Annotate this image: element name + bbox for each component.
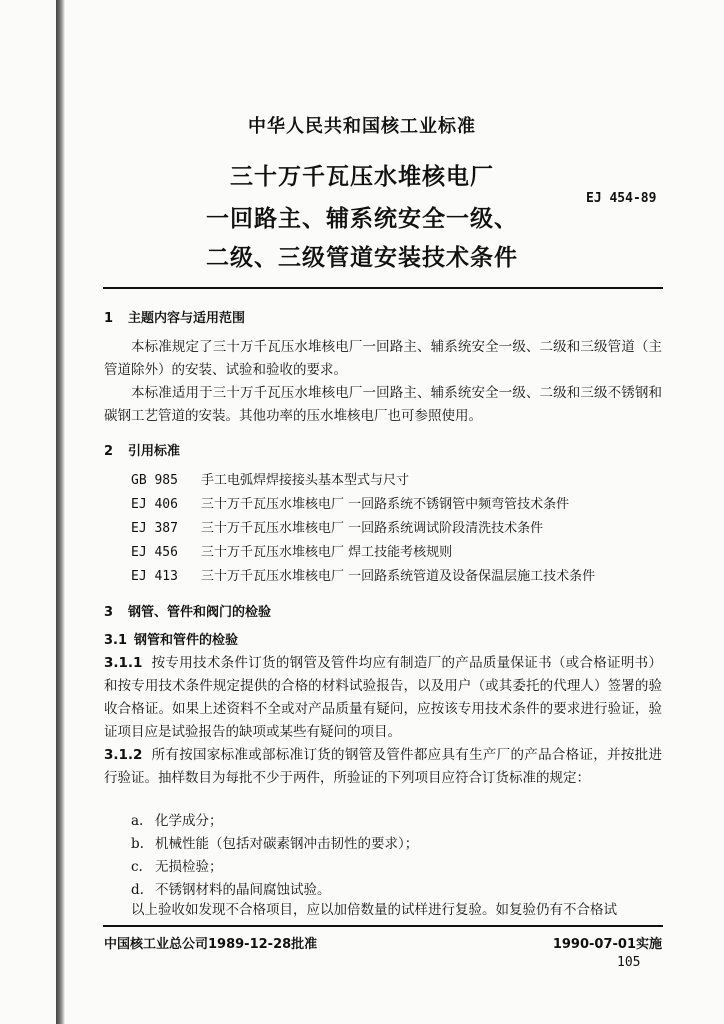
reference-title: 三十万千瓦压水堆核电厂 一回路系统管道及设备保温层施工技术条件 [201,569,596,584]
page-number: 105 [617,955,641,970]
section-3-heading [104,601,271,620]
list-marker: b. [131,836,144,852]
list-marker: a. [131,813,144,829]
list-text: 不锈钢材料的晶间腐蚀试验。 [155,882,331,898]
reference-row [131,517,543,536]
standard-code: EJ 454-89 [586,191,657,206]
doc-title-line-2: 一回路主、辅系统安全一级、 [206,206,518,232]
list-text: 化学成分； [155,813,223,829]
clause-3-1-2 [104,744,662,790]
reference-code: EJ 413 [131,569,178,584]
list-item [131,855,223,875]
section-2-title: 引用标准 [128,444,181,459]
section-2-heading [104,440,180,459]
effective-date: 1990-07-01实施 [552,937,662,952]
subsection-3-1-heading [104,629,238,648]
section-2-number: 2 [104,444,114,459]
doc-title-line-3: 二级、三级管道安装技术条件 [206,245,518,271]
section-3-number: 3 [104,605,114,620]
reference-code: GB 985 [131,473,178,488]
approval-date: 中国核工业总公司1989-12-28批准 [104,937,318,952]
clause-3-1-1-text: 按专用技术条件订货的钢管及管件均应有制造厂的产品质量保证书（或合格证明书）和按专用技术条件规定提供的合格的材料试验报告，以及用户（或其委托的代理人）签署的验收合格证。如果上述资料不全或对产品质量有疑问，应按该专用技术条件的要求进行验证，验证项目应是试验报告的缺项或某些有疑问的项目。 [104,655,662,740]
list-item [131,832,418,852]
list-item [131,809,223,829]
standard-org-title: 中华人民共和国核工业标准 [248,116,476,137]
clause-3-1-1 [104,652,662,744]
list-item [131,878,331,898]
subsection-3-1-title: 钢管和管件的检验 [134,633,239,648]
section-1-title: 主题内容与适用范围 [128,311,246,326]
subsection-3-1-number: 3.1 [104,633,128,648]
section-1-paragraph-1: 本标准规定了三十万千瓦压水堆核电厂一回路主、辅系统安全一级、二级和三级管道（主管道除外）的安装、试验和验收的要求。 [104,339,662,378]
list-text: 机械性能（包括对碳素钢冲击韧性的要求）； [155,836,419,852]
reference-code: EJ 387 [131,521,178,536]
list-marker: d. [131,882,144,898]
clause-3-1-1-number: 3.1.1 [104,655,143,671]
reference-code: EJ 456 [131,545,178,560]
reference-title: 三十万千瓦压水堆核电厂 焊工技能考核规则 [201,545,453,560]
footer-divider [103,925,663,927]
section-1-number: 1 [104,311,114,326]
clause-3-1-2-number: 3.1.2 [104,747,143,763]
list-text: 无损检验； [155,859,223,875]
reference-row [131,469,409,488]
section-1-heading [104,307,245,326]
reference-title: 手工电弧焊焊接接头基本型式与尺寸 [201,473,410,488]
list-marker: c. [131,859,143,875]
reference-row [131,565,595,584]
clause-3-1-2-tail: 以上验收如发现不合格项目，应以加倍数量的试样进行复验。如复验仍有不合格试 [131,902,617,918]
clause-3-1-2-text: 所有按国家标准或部标准订货的钢管及管件都应具有生产厂的产品合格证，并按批进行验证。抽样数目为每批不少于两件，所验证的下列项目应符合订货标准的规定： [104,747,662,786]
header-divider [103,287,663,289]
section-3-title: 钢管、管件和阀门的检验 [128,605,272,620]
reference-title: 三十万千瓦压水堆核电厂 一回路系统调试阶段清洗技术条件 [201,521,544,536]
reference-row [131,541,452,560]
reference-row [131,493,569,512]
section-1-paragraph-2: 本标准适用于三十万千瓦压水堆核电厂一回路主、辅系统安全一级、二级和三级不锈钢和碳钢工艺管道的安装。其他功率的压水堆核电厂也可参照使用。 [104,385,662,424]
reference-code: EJ 406 [131,497,178,512]
reference-title: 三十万千瓦压水堆核电厂 一回路系统不锈钢管中频弯管技术条件 [201,497,570,512]
doc-title-line-1: 三十万千瓦压水堆核电厂 [230,164,494,190]
